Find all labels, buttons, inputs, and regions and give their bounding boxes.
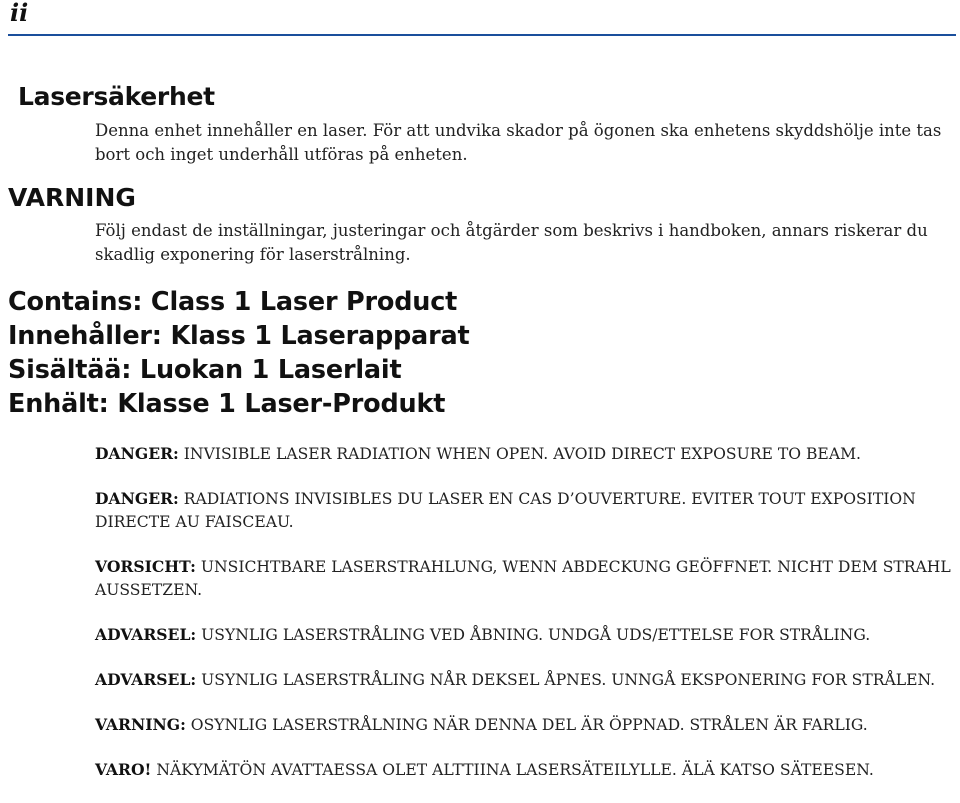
notice-text: UNSICHTBARE LASERSTRAHLUNG, WENN ABDECKUNG GEÖFFNET. NICHT DEM STRAHL AUSSETZEN. (95, 558, 951, 599)
laser-label-english: Contains: Class 1 Laser Product (8, 287, 458, 317)
notice-text: USYNLIG LASERSTRÅLING NÅR DEKSEL ÅPNES. UNNGÅ EKSPONERING FOR STRÅLEN. (201, 671, 936, 689)
page-number: ii (10, 0, 29, 27)
laser-label-german: Enhält: Klasse 1 Laser-Produkt (8, 389, 446, 419)
notice-german (95, 555, 955, 602)
notice-label: DANGER: (95, 489, 179, 508)
section-title: Lasersäkerhet (18, 82, 215, 111)
notice-text: NÄKYMÄTÖN AVATTAESSA OLET ALTTIINA LASERSÄTEILYLLE. ÄLÄ KATSO SÄTEESEN. (156, 761, 874, 779)
notice-label: DANGER: (95, 444, 179, 463)
header-rule (8, 34, 956, 36)
notice-text: INVISIBLE LASER RADIATION WHEN OPEN. AVOID DIRECT EXPOSURE TO BEAM. (183, 445, 862, 463)
notice-norwegian (95, 668, 955, 692)
notice-french (95, 487, 955, 534)
notice-finnish (95, 758, 955, 782)
notice-text: USYNLIG LASERSTRÅLING VED ÅBNING. UNDGÅ UDS/ETTELSE FOR STRÅLING. (201, 626, 871, 644)
notice-label: ADVARSEL: (95, 670, 197, 689)
notice-label: VORSICHT: (95, 557, 196, 576)
laser-label-finnish: Sisältää: Luokan 1 Laserlait (8, 355, 402, 385)
notice-label: ADVARSEL: (95, 625, 197, 644)
notice-text: RADIATIONS INVISIBLES DU LASER EN CAS D’OUVERTURE. EVITER TOUT EXPOSITION DIRECTE AU FAISCEAU. (95, 490, 916, 531)
notice-text: OSYNLIG LASERSTRÅLNING NÄR DENNA DEL ÄR ÖPPNAD. STRÅLEN ÄR FARLIG. (190, 716, 868, 734)
notice-swedish (95, 713, 955, 737)
notice-label: VARO! (95, 760, 152, 779)
notice-label: VARNING: (95, 715, 186, 734)
notice-danish (95, 623, 955, 647)
laser-class-labels (8, 285, 469, 421)
laser-label-swedish: Innehåller: Klass 1 Laserapparat (8, 321, 470, 351)
intro-paragraph: Denna enhet innehåller en laser. För att undvika skador på ögonen ska enhetens skyddshölje inte tas bort och inget underhåll utföras på enheten. (95, 121, 942, 164)
warning-title: VARNING (8, 183, 136, 212)
notice-english (95, 442, 955, 466)
warning-paragraph: Följ endast de inställningar, justeringar och åtgärder som beskrivs i handboken, annars riskerar du skadlig exponering för laserstrålning. (95, 221, 928, 264)
danger-notices (95, 442, 955, 803)
